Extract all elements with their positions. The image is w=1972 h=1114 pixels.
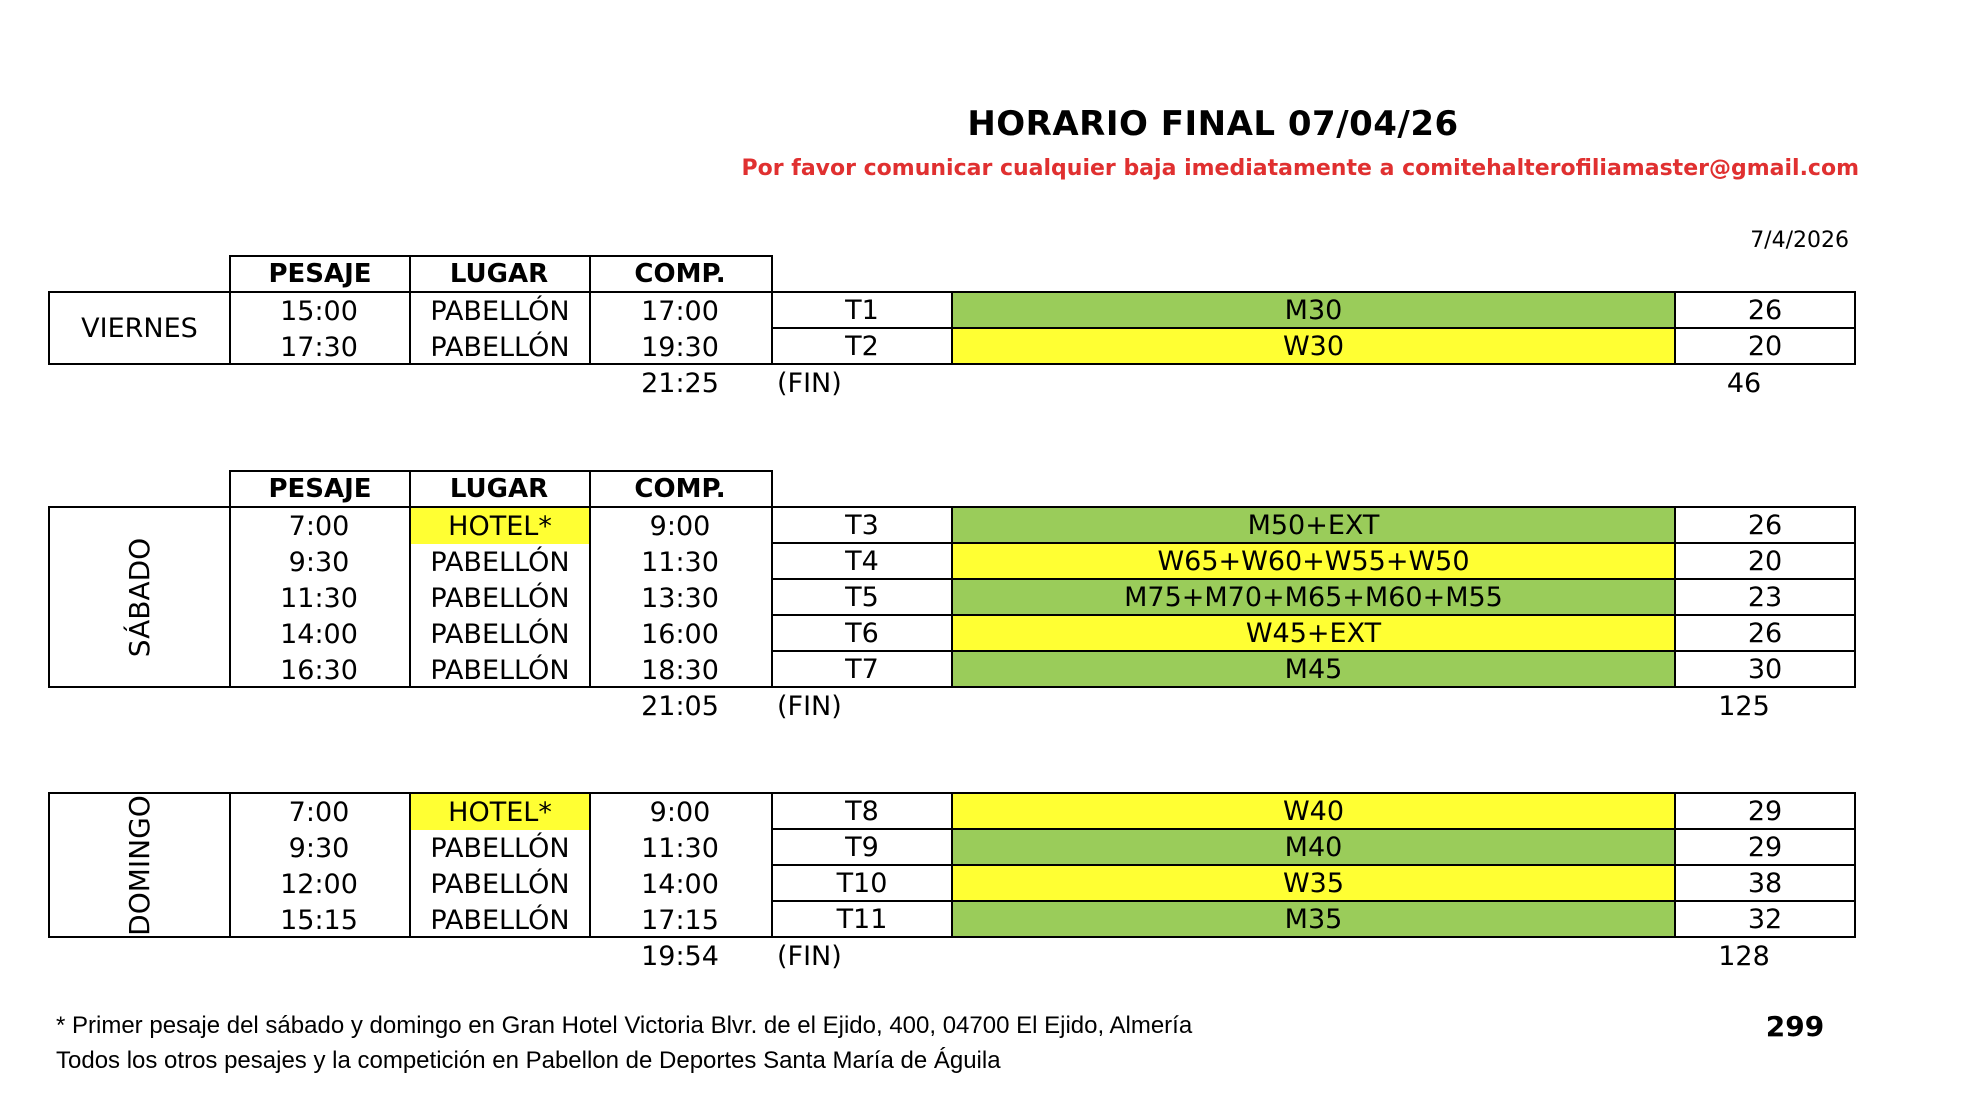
pesaje-time: 7:00 xyxy=(288,510,350,542)
comp-time: 16:00 xyxy=(641,618,719,650)
total-cell: 38 xyxy=(1674,864,1856,902)
fin-time: 21:25 xyxy=(641,367,719,399)
day-label-cell xyxy=(48,291,231,365)
turno-cell: T2 xyxy=(771,327,953,365)
turno-cell: T1 xyxy=(771,291,953,329)
footer-note-hotel: * Primer pesaje del sábado y domingo en Gran Hotel Victoria Blvr. de el Ejido, 400, 04700 El Ejido, Almería xyxy=(56,1012,1193,1039)
total-cell: 20 xyxy=(1674,542,1856,580)
category-cell: M50+EXT xyxy=(951,506,1676,544)
category-cell: W40 xyxy=(951,792,1676,830)
turno-cell: T4 xyxy=(771,542,953,580)
comp-time: 18:30 xyxy=(641,654,719,686)
column-header-pesaje: PESAJE xyxy=(229,255,411,293)
total-cell: 26 xyxy=(1674,614,1856,652)
total-cell: 23 xyxy=(1674,578,1856,616)
lugar-value: PABELLÓN xyxy=(430,832,570,864)
comp-time: 9:00 xyxy=(649,510,711,542)
day-label: VIERNES xyxy=(81,312,198,344)
column-header-comp: COMP. xyxy=(589,470,773,508)
category-cell: M45 xyxy=(951,650,1676,688)
pesaje-time: 14:00 xyxy=(280,618,358,650)
comp-time: 9:00 xyxy=(649,796,711,828)
pesaje-time: 9:30 xyxy=(288,546,350,578)
category-cell: M30 xyxy=(951,291,1676,329)
notice-text: Por favor comunicar cualquier baja imediatamente a comitehalterofiliamaster@gmail.com xyxy=(741,156,1859,181)
lugar-value: PABELLÓN xyxy=(430,295,570,327)
day-label: SÁBADO xyxy=(122,537,156,657)
day-label: DOMINGO xyxy=(122,794,156,936)
fin-label: (FIN) xyxy=(777,690,842,722)
pesaje-time: 9:30 xyxy=(288,832,350,864)
page-title: HORARIO FINAL 07/04/26 xyxy=(967,104,1459,144)
column-header-lugar: LUGAR xyxy=(409,470,591,508)
comp-time: 11:30 xyxy=(641,832,719,864)
lugar-value: PABELLÓN xyxy=(430,868,570,900)
total-cell: 26 xyxy=(1674,506,1856,544)
turno-cell: T3 xyxy=(771,506,953,544)
comp-time: 13:30 xyxy=(641,582,719,614)
comp-time: 19:30 xyxy=(641,331,719,363)
category-cell: W35 xyxy=(951,864,1676,902)
grand-total: 299 xyxy=(1765,1010,1825,1043)
footer-note-venue: Todos los otros pesajes y la competición en Pabellon de Deportes Santa María de Águila xyxy=(56,1047,1001,1074)
fin-time: 21:05 xyxy=(641,690,719,722)
turno-cell: T8 xyxy=(771,792,953,830)
column-header-comp: COMP. xyxy=(589,255,773,293)
category-cell: M35 xyxy=(951,900,1676,938)
pesaje-time: 7:00 xyxy=(288,796,350,828)
subtotal: 46 xyxy=(1726,367,1762,399)
turno-cell: T5 xyxy=(771,578,953,616)
lugar-value: PABELLÓN xyxy=(430,582,570,614)
turno-cell: T11 xyxy=(771,900,953,938)
category-cell: M75+M70+M65+M60+M55 xyxy=(951,578,1676,616)
turno-cell: T7 xyxy=(771,650,953,688)
lugar-value: PABELLÓN xyxy=(430,654,570,686)
turno-cell: T6 xyxy=(771,614,953,652)
comp-time: 17:00 xyxy=(641,295,719,327)
total-cell: 30 xyxy=(1674,650,1856,688)
comp-time: 11:30 xyxy=(641,546,719,578)
total-cell: 29 xyxy=(1674,792,1856,830)
lugar-value: PABELLÓN xyxy=(430,618,570,650)
subtotal: 125 xyxy=(1718,690,1770,722)
pesaje-time: 15:00 xyxy=(280,295,358,327)
category-cell: W45+EXT xyxy=(951,614,1676,652)
schedule-date: 7/4/2026 xyxy=(1750,228,1849,253)
fin-label: (FIN) xyxy=(777,367,842,399)
lugar-value: PABELLÓN xyxy=(430,546,570,578)
comp-time: 14:00 xyxy=(641,868,719,900)
day-label-cell xyxy=(48,792,231,938)
pesaje-time: 12:00 xyxy=(280,868,358,900)
lugar-value: HOTEL* xyxy=(411,508,589,544)
column-header-pesaje: PESAJE xyxy=(229,470,411,508)
lugar-value: PABELLÓN xyxy=(430,904,570,936)
total-cell: 32 xyxy=(1674,900,1856,938)
category-cell: W65+W60+W55+W50 xyxy=(951,542,1676,580)
fin-label: (FIN) xyxy=(777,940,842,972)
category-cell: M40 xyxy=(951,828,1676,866)
pesaje-time: 17:30 xyxy=(280,331,358,363)
total-cell: 29 xyxy=(1674,828,1856,866)
comp-time: 17:15 xyxy=(641,904,719,936)
lugar-value: HOTEL* xyxy=(411,794,589,830)
pesaje-time: 16:30 xyxy=(280,654,358,686)
total-cell: 20 xyxy=(1674,327,1856,365)
day-label-cell xyxy=(48,506,231,688)
total-cell: 26 xyxy=(1674,291,1856,329)
subtotal: 128 xyxy=(1718,940,1770,972)
pesaje-time: 11:30 xyxy=(280,582,358,614)
pesaje-time: 15:15 xyxy=(280,904,358,936)
turno-cell: T10 xyxy=(771,864,953,902)
fin-time: 19:54 xyxy=(641,940,719,972)
column-header-lugar: LUGAR xyxy=(409,255,591,293)
category-cell: W30 xyxy=(951,327,1676,365)
turno-cell: T9 xyxy=(771,828,953,866)
lugar-value: PABELLÓN xyxy=(430,331,570,363)
